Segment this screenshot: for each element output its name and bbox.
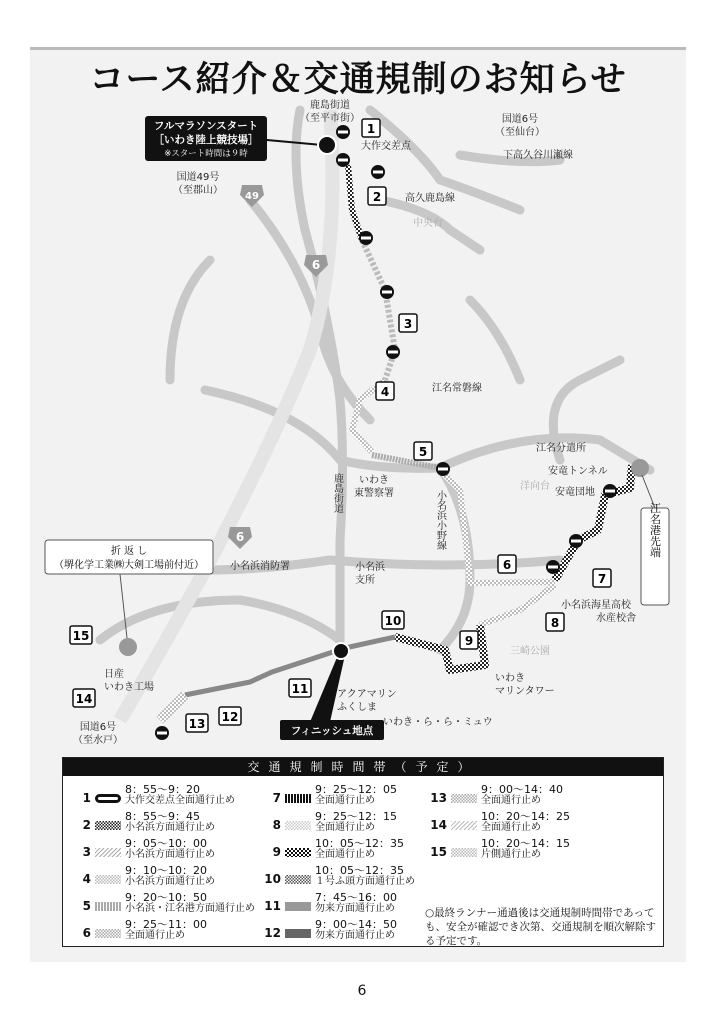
legend-text xyxy=(315,784,397,806)
svg-text:フルマラソンスタート: フルマラソンスタート xyxy=(153,120,259,132)
legend-time: 9：10〜10：20 xyxy=(125,864,207,877)
legend-number: 10 xyxy=(264,872,281,886)
legend-text xyxy=(315,865,415,887)
legend-swatch xyxy=(95,902,121,911)
svg-text:いわき: いわき xyxy=(359,475,389,486)
legend-desc: 小名浜方面通行止め xyxy=(125,876,215,887)
legend-number: 1 xyxy=(82,791,91,805)
svg-text:ふくしま: ふくしま xyxy=(337,702,377,713)
legend-item xyxy=(69,865,255,892)
svg-text:小名浜消防署: 小名浜消防署 xyxy=(230,561,290,572)
legend-desc: 片側通行止め xyxy=(481,849,541,860)
svg-text:鹿島街道: 鹿島街道 xyxy=(310,100,350,111)
legend-time: 9：20〜10：50 xyxy=(125,891,207,904)
svg-text:（至水戸）: （至水戸） xyxy=(73,735,123,746)
svg-text:9: 9 xyxy=(464,634,474,648)
legend-number: 14 xyxy=(430,818,447,832)
legend-swatch xyxy=(451,794,477,803)
svg-text:小名浜海星高校: 小名浜海星高校 xyxy=(561,600,631,611)
svg-text:12: 12 xyxy=(221,710,239,724)
legend-item xyxy=(69,838,255,865)
svg-text:15: 15 xyxy=(72,629,90,643)
legend-item xyxy=(425,838,570,865)
legend-item xyxy=(259,919,415,946)
enako-callout xyxy=(641,475,669,605)
legend-time: 7：45〜16：00 xyxy=(315,891,397,904)
svg-text:安竜トンネル: 安竜トンネル xyxy=(548,466,608,477)
legend-swatch xyxy=(451,821,477,830)
legend-swatch xyxy=(451,848,477,857)
svg-text:4: 4 xyxy=(380,385,390,399)
legend-column-2 xyxy=(259,784,415,946)
page-title: コース紹介＆交通規制のお知らせ xyxy=(89,60,627,100)
svg-text:（堺化学工業㈱大剣工場前付近）: （堺化学工業㈱大剣工場前付近） xyxy=(54,560,204,571)
legend-text xyxy=(125,811,215,833)
svg-text:国道49号: 国道49号 xyxy=(176,172,220,183)
legend-text xyxy=(481,811,570,833)
legend-item xyxy=(69,892,255,919)
legend-number: 13 xyxy=(430,791,447,805)
legend-column-1 xyxy=(69,784,255,946)
legend-desc: 全面通行止め xyxy=(125,930,185,941)
svg-text:いわき工場: いわき工場 xyxy=(104,682,154,693)
legend-swatch xyxy=(285,848,311,857)
svg-text:国道6号: 国道6号 xyxy=(501,114,539,125)
legend-item xyxy=(69,919,255,946)
legend-item xyxy=(259,892,415,919)
svg-text:洋向台: 洋向台 xyxy=(520,481,550,492)
legend-desc: 全面通行止め xyxy=(315,795,375,806)
legend-item xyxy=(259,865,415,892)
legend-header: 交通規制時間帯（予定） xyxy=(63,758,663,776)
svg-text:（至郡山）: （至郡山） xyxy=(173,185,223,196)
legend-desc: 全面通行止め xyxy=(315,849,375,860)
legend-swatch xyxy=(285,794,311,803)
svg-text:いわき: いわき xyxy=(495,673,525,684)
legend-number: 5 xyxy=(82,899,91,913)
svg-text:（至仙台）: （至仙台） xyxy=(495,127,545,138)
legend-desc: 勿来方面通行止め xyxy=(315,903,395,914)
course-map xyxy=(30,95,686,755)
legend-desc: 小名浜方面通行止め xyxy=(125,849,215,860)
svg-text:14: 14 xyxy=(75,692,93,706)
svg-text:13: 13 xyxy=(188,717,206,731)
legend-text xyxy=(125,838,215,860)
svg-text:高久鹿島線: 高久鹿島線 xyxy=(405,193,455,204)
legend-time: 9：25〜12：15 xyxy=(315,810,397,823)
legend-number: 3 xyxy=(82,845,91,859)
svg-text:7: 7 xyxy=(597,572,607,586)
legend-text xyxy=(315,892,397,914)
legend-number: 6 xyxy=(82,926,91,940)
legend-item xyxy=(69,784,255,811)
legend-desc: 小名浜方面通行止め xyxy=(125,822,215,833)
svg-text:日産: 日産 xyxy=(104,669,124,680)
legend-swatch xyxy=(95,848,121,857)
route49-shield: 49 xyxy=(245,191,259,202)
legend-number: 9 xyxy=(272,845,281,859)
legend-text xyxy=(125,892,255,914)
svg-text:安竜団地: 安竜団地 xyxy=(555,487,595,498)
svg-text:5: 5 xyxy=(418,445,428,459)
legend-note: ○最終ランナー通過後は交通規制時間帯であっても、安全が確認でき次第、交通規制を順次解除する予定です。 xyxy=(425,907,656,947)
svg-text:支所: 支所 xyxy=(355,575,375,586)
legend-time: 10：20〜14：15 xyxy=(481,837,570,850)
legend-swatch xyxy=(285,929,311,938)
legend-time: 9：25〜11：00 xyxy=(125,918,207,931)
legend-time: 10：05〜12：35 xyxy=(315,864,404,877)
route6-shield: 6 xyxy=(235,530,245,544)
svg-text:2: 2 xyxy=(372,190,382,204)
svg-text:※スタート時間は９時: ※スタート時間は９時 xyxy=(164,149,248,159)
legend-text xyxy=(481,784,563,806)
legend-desc: 全面通行止め xyxy=(315,822,375,833)
legend-item xyxy=(259,811,415,838)
svg-text:国道6号: 国道6号 xyxy=(79,722,117,733)
svg-text:江名分遣所: 江名分遣所 xyxy=(536,443,586,454)
legend-text xyxy=(125,784,235,806)
legend-number: 12 xyxy=(264,926,281,940)
route6-shield: 6 xyxy=(311,258,321,272)
legend-desc: 全面通行止め xyxy=(481,795,541,806)
legend-time: 8：55〜9：20 xyxy=(125,783,200,796)
legend-time: 9：00〜14：40 xyxy=(481,783,563,796)
legend-column-3 xyxy=(425,784,570,865)
legend-text xyxy=(315,838,404,860)
legend-number: 8 xyxy=(272,818,281,832)
svg-text:マリンタワー: マリンタワー xyxy=(495,686,555,697)
svg-text:鹿島街道: 鹿島街道 xyxy=(331,473,343,513)
svg-text:［いわき陸上競技場］: ［いわき陸上競技場］ xyxy=(153,134,259,146)
svg-text:江名常磐線: 江名常磐線 xyxy=(432,383,482,394)
legend-swatch xyxy=(95,821,121,830)
svg-text:6: 6 xyxy=(502,558,512,572)
legend-number: 15 xyxy=(430,845,447,859)
legend-time: 10：20〜14：25 xyxy=(481,810,570,823)
legend-swatch xyxy=(285,821,311,830)
traffic-restriction-legend xyxy=(62,757,664,947)
svg-text:中央台: 中央台 xyxy=(413,218,443,229)
svg-text:下高久谷川瀬線: 下高久谷川瀬線 xyxy=(503,150,573,161)
svg-text:（至平市街）: （至平市街） xyxy=(300,113,360,124)
legend-swatch xyxy=(95,929,121,938)
svg-text:アクアマリン: アクアマリン xyxy=(337,689,397,700)
legend-desc: 全面通行止め xyxy=(481,822,541,833)
legend-text xyxy=(481,838,570,860)
svg-text:8: 8 xyxy=(550,616,560,630)
legend-time: 9：25〜12：05 xyxy=(315,783,397,796)
svg-text:大作交差点: 大作交差点 xyxy=(361,141,411,152)
enako-turn-point xyxy=(631,459,649,477)
svg-text:東警察署: 東警察署 xyxy=(354,488,394,499)
svg-text:いわき・ら・ら・ミュウ: いわき・ら・ら・ミュウ xyxy=(383,717,493,728)
legend-desc: １号ふ頭方面通行止め xyxy=(315,876,415,887)
svg-text:小名浜小野線: 小名浜小野線 xyxy=(434,490,446,550)
legend-text xyxy=(315,919,397,941)
svg-text:11: 11 xyxy=(291,682,309,696)
legend-number: 2 xyxy=(82,818,91,832)
legend-item xyxy=(259,838,415,865)
legend-number: 11 xyxy=(264,899,281,913)
legend-swatch xyxy=(285,902,311,911)
svg-text:江名港先端: 江名港先端 xyxy=(648,502,662,558)
svg-text:フィニッシュ地点: フィニッシュ地点 xyxy=(290,725,374,737)
svg-text:3: 3 xyxy=(403,317,413,331)
legend-time: 8：55〜9：45 xyxy=(125,810,200,823)
legend-swatch xyxy=(285,875,311,884)
legend-time: 9：00〜14：50 xyxy=(315,918,397,931)
legend-item xyxy=(425,811,570,838)
svg-text:1: 1 xyxy=(366,122,376,136)
legend-item xyxy=(69,811,255,838)
legend-number: 7 xyxy=(272,791,281,805)
legend-time: 9：05〜10：00 xyxy=(125,837,207,850)
legend-swatch xyxy=(95,875,121,884)
legend-text xyxy=(125,919,207,941)
legend-number: 4 xyxy=(82,872,91,886)
svg-text:折 返 し: 折 返 し xyxy=(110,546,148,557)
page-number: 6 xyxy=(357,983,367,999)
legend-item xyxy=(425,784,570,811)
legend-time: 10：05〜12：35 xyxy=(315,837,404,850)
legend-desc: 大作交差点全面通行止め xyxy=(125,795,235,806)
turnaround-point xyxy=(119,638,137,656)
legend-desc: 小名浜・江名港方面通行止め xyxy=(125,903,255,914)
svg-text:小名浜: 小名浜 xyxy=(355,562,385,573)
legend-swatch xyxy=(95,794,121,803)
svg-text:水産校舎: 水産校舎 xyxy=(596,613,636,624)
svg-text:10: 10 xyxy=(384,614,402,628)
legend-text xyxy=(125,865,215,887)
legend-desc: 勿来方面通行止め xyxy=(315,930,395,941)
legend-item xyxy=(259,784,415,811)
legend-text xyxy=(315,811,397,833)
svg-text:三崎公園: 三崎公園 xyxy=(510,646,550,657)
